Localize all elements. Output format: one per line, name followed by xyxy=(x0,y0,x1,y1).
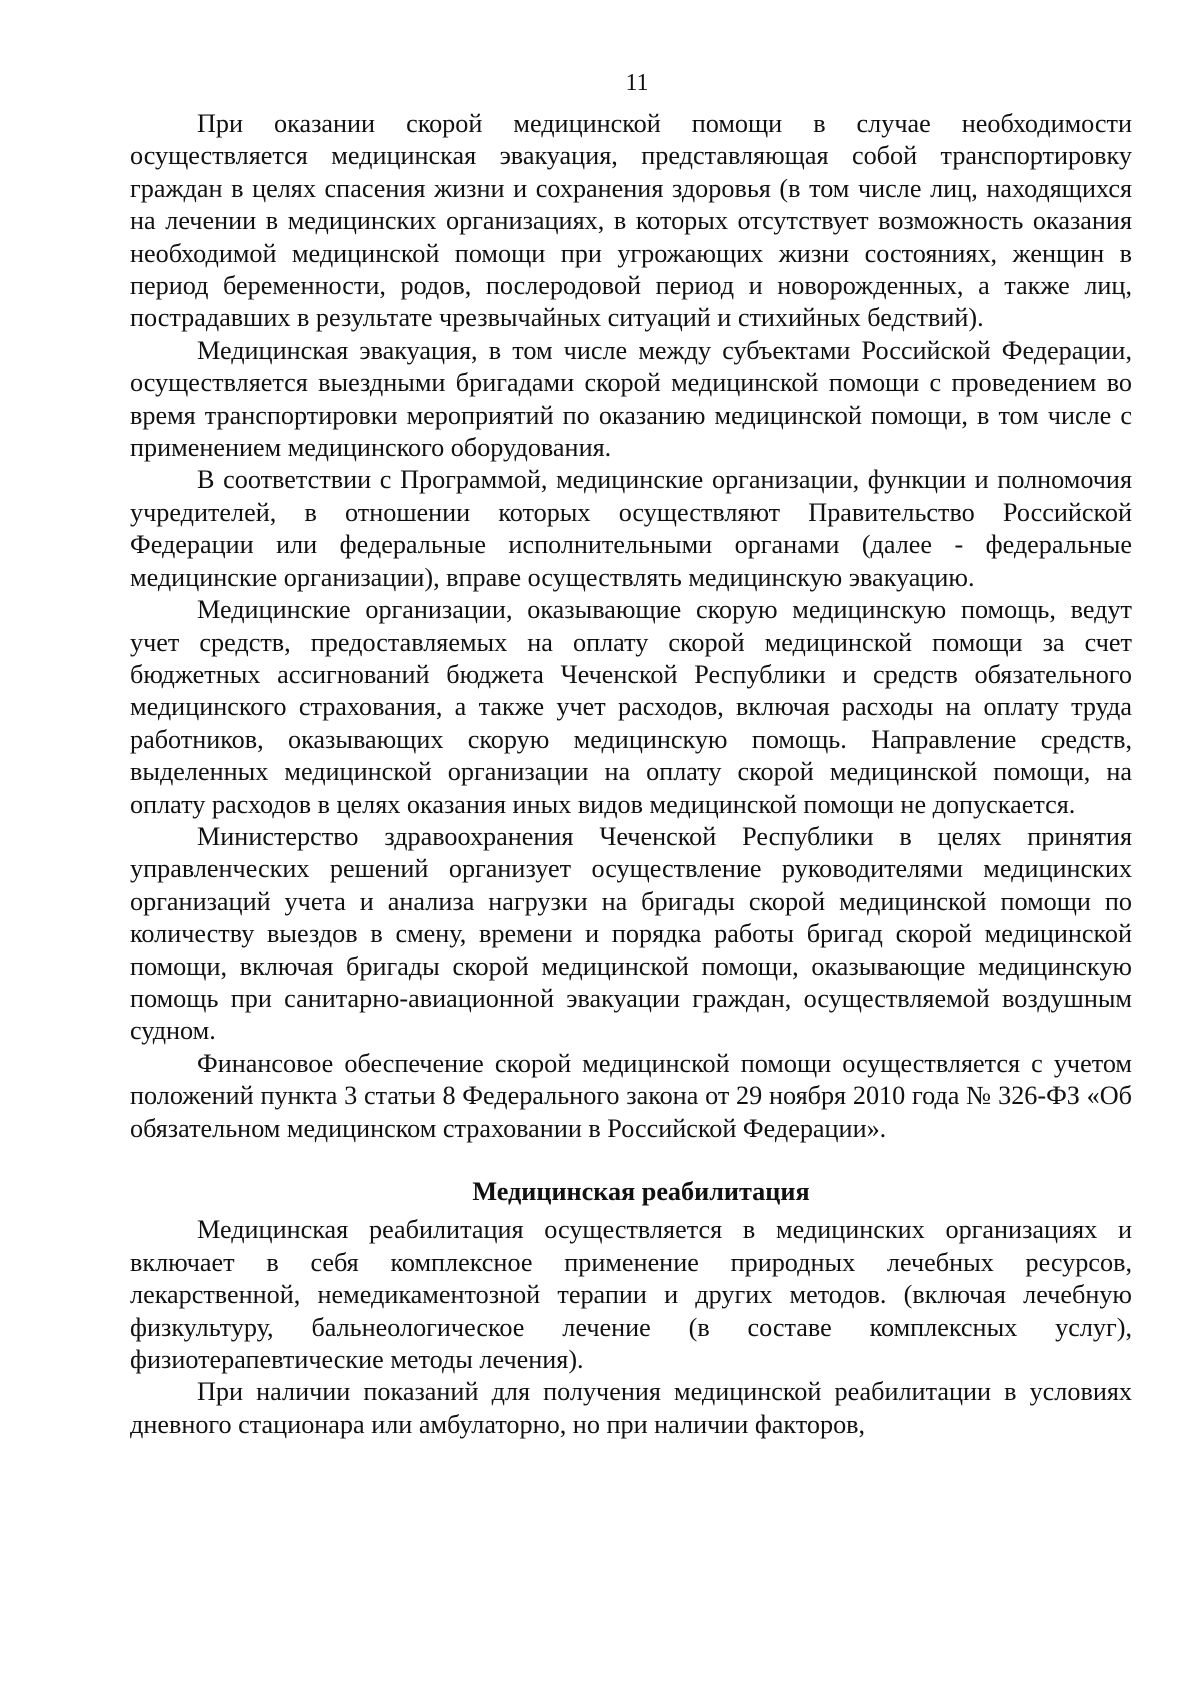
paragraph-rehabilitation-definition: Медицинская реабилитация осуществляется в медицинских организациях и включает в себя комплексное применение природных лечебных ресурсов, лекарственной, немедикаментозной терапии и других методов. (включая лечебную физкультуру, бальнеологическое лечение (в составе комплексных услуг), физиотерапевтические методы лечения). xyxy=(130,1215,1132,1375)
paragraph-rehabilitation-indications: При наличии показаний для получения медицинской реабилитации в условиях дневного стационара или амбулаторно, но при наличии факторов, xyxy=(130,1377,1132,1439)
paragraph-funds-accounting: Медицинские организации, оказывающие скорую медицинскую помощь, ведут учет средств, предоставляемых на оплату скорой медицинской помощи за счет бюджетных ассигнований бюджета Чеченской Республики и средств обязательного медицинского страхования, а также учет расходов, включая расходы на оплату труда работников, оказывающих скорую медицинскую помощь. Направление средств, выделенных медицинской организации на оплату скорой медицинской помощи, на оплату расходов в целях оказания иных видов медицинской помощи не допускается. xyxy=(130,595,1132,819)
paragraph-medical-evacuation: При оказании скорой медицинской помощи в случае необходимости осуществляется медицинская эвакуация, представляющая собой транспортировку граждан в целях спасения жизни и сохранения здоровья (в том числе лиц, находящихся на лечении в медицинских организациях, в которых отсутствует возможность оказания необходимой медицинской помощи при угрожающих жизни состояниях, женщин в период беременности, родов, послеродовой период и новорожденных, а также лиц, пострадавших в результате чрезвычайных ситуаций и стихийных бедствий). xyxy=(130,109,1132,333)
section-heading-rehabilitation: Медицинская реабилитация xyxy=(472,1177,810,1206)
page-number: 11 xyxy=(625,70,649,96)
paragraph-evacuation-brigades: Медицинская эвакуация, в том числе между субъектами Российской Федерации, осуществляется выездными бригадами скорой медицинской помощи с проведением во время транспортировки мероприятий по оказанию медицинской помощи, в том числе с применением медицинского оборудования. xyxy=(130,335,1132,463)
paragraph-ministry-workload: Министерство здравоохранения Чеченской Республики в целях принятия управленческих решений организует осуществление руководителями медицинских организаций учета и анализа нагрузки на бригады скорой медицинской помощи по количеству выездов в смену, времени и порядка работы бригад скорой медицинской помощи, включая бригады скорой медицинской помощи, оказывающие медицинскую помощь при санитарно-авиационной эвакуации граждан, осуществляемой воздушным судном. xyxy=(130,821,1132,1046)
paragraph-financial-provision: Финансовое обеспечение скорой медицинской помощи осуществляется с учетом положений пункта 3 статьи 8 Федерального закона от 29 ноября 2010 года № 326-ФЗ «Об обязательном медицинском страховании в Российской Федерации». xyxy=(130,1048,1132,1143)
paragraph-federal-organizations: В соответствии с Программой, медицинские организации, функции и полномочия учредителей, в отношении которых осуществляют Правительство Российской Федерации или федеральные исполнительными органами (далее - федеральные медицинские организации), вправе осуществлять медицинскую эвакуацию. xyxy=(130,465,1132,592)
